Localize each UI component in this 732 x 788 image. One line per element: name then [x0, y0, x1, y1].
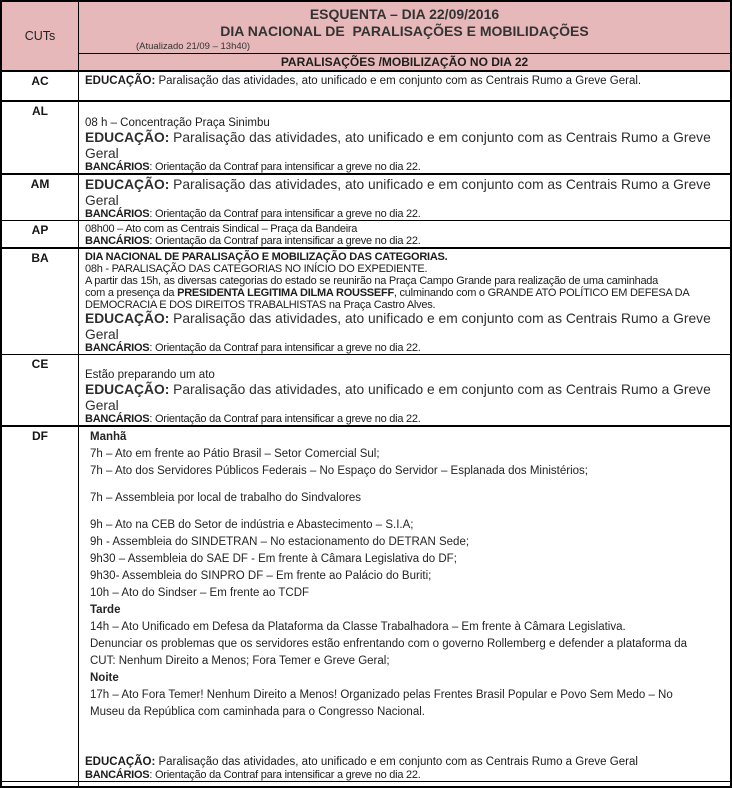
content-line — [85, 299, 724, 311]
bold-segment: BANCÁRIOS — [85, 342, 150, 354]
text-segment: Museu da República com caminhada para o Congresso Nacional. — [90, 706, 425, 718]
state-content — [79, 355, 730, 425]
state-code: AL — [2, 102, 79, 173]
cutoff-next-row — [2, 781, 730, 786]
text-segment: Denunciar os problemas que os servidores estão enfrentando com o governo Rollemberg e defender a plataforma da — [90, 638, 688, 650]
text-segment: 17h – Ato Fora Temer! Nenhum Direito a Menos! Organizado pelas Frentes Brasil Popular e Povo Sem Medo – No — [90, 689, 673, 701]
blank-line — [85, 357, 724, 368]
content-line — [85, 263, 724, 275]
content-line — [90, 429, 724, 446]
header-right-area — [79, 2, 730, 70]
content-line — [90, 636, 724, 653]
text-segment: 7h – Ato em frente ao Pátio Brasil – Setor Comercial Sul; — [90, 448, 380, 460]
text-segment: : Orientação da Contraf para intensificar a greve no dia 22. — [149, 413, 421, 425]
state-code: AP — [2, 221, 79, 247]
content-line — [90, 653, 724, 670]
text-segment: DEMOCRACIA E DOS DIREITOS TRABALHISTAS na Praça Castro Alves. — [85, 299, 436, 311]
bold-segment: EDUCAÇÃO: — [85, 756, 156, 768]
content-line — [85, 223, 724, 235]
state-code: AC — [2, 72, 79, 100]
updated-timestamp: (Atualizado 21/09 – 13h40) — [136, 41, 251, 52]
content-line — [90, 490, 724, 507]
content-line — [85, 342, 724, 354]
text-segment: Paralisação das atividades, ato unificado e em conjunto com as Centrais Rumo a Greve — [169, 177, 711, 192]
text-segment: 7h – Ato dos Servidores Públicos Federais – No Espaço do Servidor – Esplanada dos Ministérios; — [90, 465, 588, 477]
state-row-am — [2, 173, 730, 220]
bold-segment: EDUCAÇÃO: — [85, 382, 170, 397]
text-segment: Estão preparando um ato — [85, 369, 215, 381]
cuts-label: CUTs — [24, 29, 56, 43]
text-segment: A partir das 15h, as diversas categorias do estado se reunirão na Praça Campo Grande para realização de uma caminhada — [85, 275, 659, 287]
content-line — [85, 74, 724, 88]
content-line — [85, 130, 724, 146]
bold-segment: BANCÁRIOS — [85, 769, 150, 781]
state-row-ac — [2, 70, 730, 100]
bold-segment: BANCÁRIOS — [85, 208, 150, 220]
state-row-df — [2, 425, 730, 781]
text-segment: Paralisação das atividades, ato unificado e em conjunto com as Centrais Rumo a Greve — [169, 130, 711, 145]
content-line — [90, 602, 724, 619]
content-line — [85, 116, 724, 130]
content-line — [90, 670, 724, 687]
text-segment: CUT: Nenhum Direito a Menos; Fora Temer e Greve Geral; — [90, 655, 390, 667]
text-segment: 08 h – Concentração Praça Sinimbu — [85, 117, 270, 129]
content-line — [85, 193, 724, 209]
text-segment: Geral — [85, 397, 119, 413]
text-segment: 9h30- Assembleia do SINPRO DF – Em frente ao Palácio do Buriti; — [90, 570, 432, 582]
bold-segment: EDUCAÇÃO: — [85, 130, 170, 145]
content-line — [85, 327, 724, 343]
bold-segment: PRESIDENTA LEGITIMA DILMA ROUSSEFF — [177, 287, 394, 299]
text-segment: Paralisação das atividades, ato unificado e em conjunto com as Centrais Rumo a Greve Geral. — [155, 75, 642, 87]
text-segment: 9h – Ato na CEB do Setor de indústria e Abastecimento – S.I.A; — [90, 519, 414, 531]
text-segment: 08h00 – Ato com as Centrais Sindical – Praça da Bandeira — [85, 223, 358, 235]
text-segment: : Orientação da Contraf para intensificar a greve no dia 22. — [149, 342, 421, 354]
text-segment: 10h – Ato do Sindser – Em frente ao TCDF — [90, 587, 310, 599]
content-line — [90, 463, 724, 480]
state-row-al — [2, 100, 730, 173]
content-line — [90, 534, 724, 551]
bold-segment: BANCÁRIOS — [85, 161, 150, 173]
content-line — [85, 177, 724, 193]
content-line — [85, 251, 724, 263]
state-code: DF — [2, 427, 79, 781]
blank-line — [85, 721, 724, 755]
bold-segment: DIA NACIONAL DE PARALISAÇÃO E MOBILIZAÇÃO DAS CATEGORIAS. — [85, 251, 448, 263]
text-segment: : Orientação da Contraf para intensificar a greve no dia 22. — [149, 769, 421, 781]
content-line — [90, 517, 724, 534]
text-segment: Geral — [85, 145, 119, 161]
state-content — [79, 427, 730, 781]
bold-segment: Tarde — [90, 604, 121, 616]
bold-segment: EDUCAÇÃO: — [85, 311, 170, 326]
content-line — [85, 235, 724, 247]
content-line — [90, 551, 724, 568]
cuts-column-header — [2, 2, 79, 70]
content-line — [85, 287, 724, 299]
state-row-ap — [2, 220, 730, 247]
state-content — [79, 221, 730, 247]
text-segment: : Orientação da Contraf para intensificar a greve no dia 22. — [149, 235, 421, 247]
text-segment: Geral — [85, 192, 119, 208]
content-line — [85, 146, 724, 162]
text-segment: Geral — [85, 326, 119, 342]
content-line — [90, 585, 724, 602]
state-content — [79, 249, 730, 354]
subheader-bar: PARALISAÇÕES /MOBILIZAÇÃO NO DIA 22 — [79, 53, 730, 70]
state-content — [79, 72, 730, 100]
content-line — [85, 161, 724, 173]
document-title-line2: DIA NACIONAL DE PARALISAÇÕES E MOBILIDAÇÕES — [220, 23, 589, 39]
text-segment: Paralisação das atividades, ato unificado e em conjunto com as Centrais Rumo a Greve Geral — [155, 756, 638, 768]
content-line — [90, 568, 724, 585]
text-segment: Paralisação das atividades, ato unificado e em conjunto com as Centrais Rumo a Greve — [169, 311, 711, 326]
content-line — [85, 311, 724, 327]
blank-line — [85, 104, 724, 116]
content-line — [85, 413, 724, 425]
bold-segment: BANCÁRIOS — [85, 413, 150, 425]
bold-segment: Noite — [90, 672, 119, 684]
text-segment: 9h - Assembleia do SINDETRAN – No estacionamento do DETRAN Sede; — [90, 536, 470, 548]
content-line — [90, 619, 724, 636]
bold-segment: BANCÁRIOS — [85, 235, 150, 247]
title-block — [79, 2, 730, 53]
content-line — [85, 275, 724, 287]
bold-segment: EDUCAÇÃO: — [85, 177, 170, 192]
state-content — [79, 102, 730, 173]
bold-segment: Manhã — [90, 431, 127, 443]
bold-segment: EDUCAÇÃO: — [85, 75, 156, 87]
text-segment: 7h – Assembleia por local de trabalho do Sindvalores — [90, 492, 362, 504]
text-segment: 08h - PARALISAÇÃO DAS CATEGORIAS NO INÍCIO DO EXPEDIENTE. — [85, 263, 428, 275]
text-segment: , culminando com o GRANDE ATO POLÍTICO EM DEFESA DA — [393, 287, 690, 299]
content-line — [85, 208, 724, 220]
text-segment: com a presença da — [85, 287, 178, 299]
text-segment: : Orientação da Contraf para intensificar a greve no dia 22. — [149, 161, 421, 173]
state-row-ce — [2, 354, 730, 425]
cutoff-content-cell — [79, 782, 730, 786]
content-line — [85, 398, 724, 414]
content-line — [85, 368, 724, 382]
state-code: AM — [2, 175, 79, 220]
state-row-ba — [2, 247, 730, 354]
document-title-line1: ESQUENTA – DIA 22/09/2016 — [309, 6, 500, 22]
cutoff-state-cell — [2, 782, 79, 786]
content-line — [90, 687, 724, 704]
table-header — [2, 2, 730, 70]
state-content — [79, 175, 730, 220]
content-line — [90, 704, 724, 721]
content-line — [85, 755, 724, 769]
state-rows — [2, 70, 730, 781]
content-line — [85, 382, 724, 398]
state-code: CE — [2, 355, 79, 425]
text-segment: 9h30 – Assembleia do SAE DF - Em frente à Câmara Legislativa do DF; — [90, 553, 457, 565]
text-segment: Paralisação das atividades, ato unificado e em conjunto com as Centrais Rumo a Greve — [169, 382, 711, 397]
text-segment: : Orientação da Contraf para intensificar a greve no dia 22. — [149, 208, 421, 220]
content-line — [85, 769, 724, 781]
text-segment: 14h – Ato Unificado em Defesa da Plataforma da Classe Trabalhadora – Em frente à Câmara Legislativa. — [90, 621, 626, 633]
content-line — [90, 446, 724, 463]
state-code: BA — [2, 249, 79, 354]
